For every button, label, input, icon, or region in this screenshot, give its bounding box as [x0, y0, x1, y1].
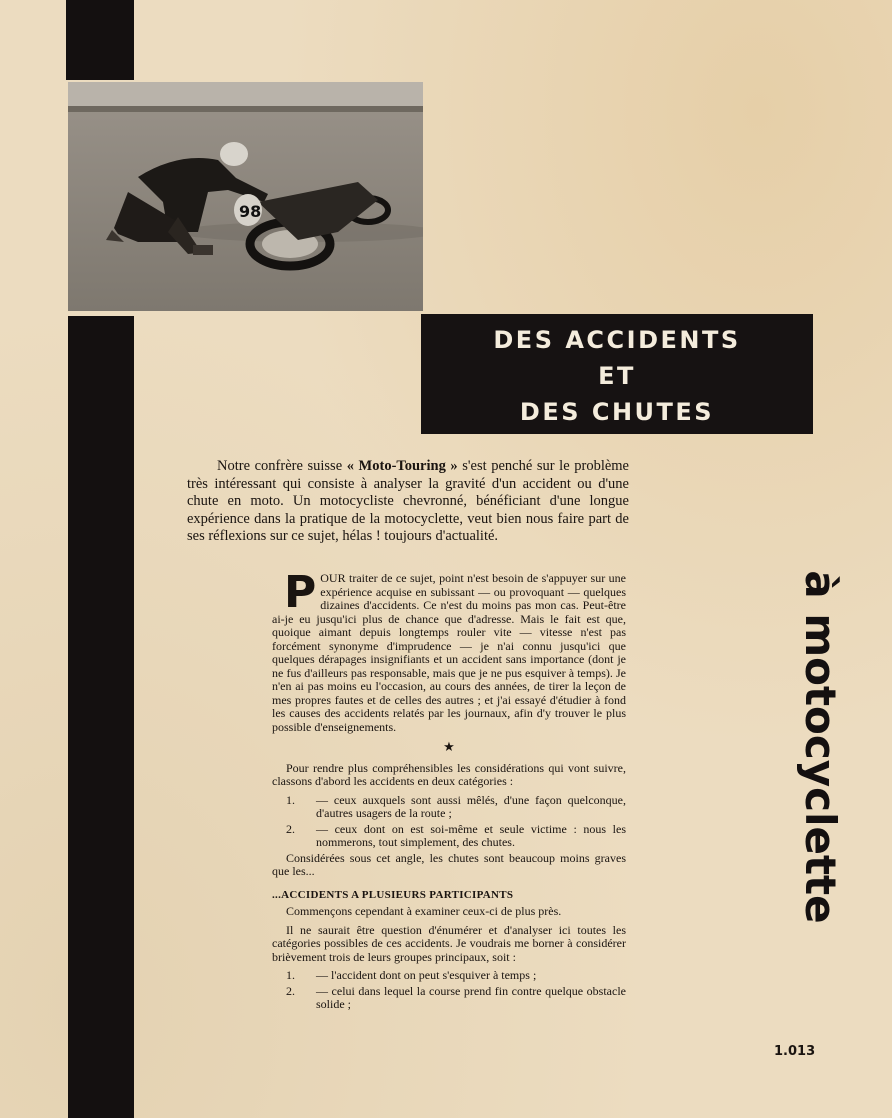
list-item [272, 985, 626, 1012]
article-body [272, 567, 626, 1014]
paragraph-4: Commençons cependant à examiner ceux-ci de plus près. [286, 904, 562, 918]
article-title [421, 314, 813, 434]
left-black-bar [68, 316, 134, 1118]
intro-part2: s'est penché sur le problème très intéressant qui consiste à analyser la gravité d'un accident ou d'une chute en moto. Un motocycliste chevronné, bénéficiant d'une longue expérience dans la pratique de la motocyclette, veut bien nous faire part de ses réflexions sur ce sujet, hélas ! toujours d'actualité. [187, 458, 629, 544]
list-number: 2. [286, 821, 295, 836]
paragraph-3: Considérées sous cet angle, les chutes sont beaucoup moins graves que les... [272, 850, 626, 878]
vertical-subtitle: à motocyclette [796, 570, 845, 924]
page-number: 1.013 [774, 1044, 816, 1059]
list-number: 1. [286, 792, 295, 807]
list-text: — ceux auxquels sont aussi mêlés, d'une façon quelconque, d'autres usagers de la route ; [316, 792, 626, 820]
top-black-bar [66, 0, 134, 80]
title-line-3: DES CHUTES [519, 398, 715, 426]
list-number: 1. [286, 968, 295, 982]
list-item [272, 794, 626, 821]
paragraph-5: Il ne saurait être question d'énumérer et d'analyser ici toutes les catégories possibles de ces accidents. Je voudrais me borner à considérer brièvement trois de leurs groupes principaux, soit : [272, 922, 626, 964]
title-line-1: DES ACCIDENTS [493, 326, 741, 354]
title-line-2: ET [598, 362, 636, 390]
magazine-name: « Moto-Touring » [346, 458, 458, 474]
section-star: ★ [443, 739, 455, 754]
svg-text:98: 98 [239, 202, 262, 221]
list-text: — ceux dont on est soi-même et seule victime : nous les nommerons, tout simplement, des chutes. [316, 821, 626, 849]
list-text: — l'accident dont on peut s'esquiver à temps ; [316, 968, 537, 982]
intro-paragraph [187, 458, 629, 546]
list-item [272, 823, 626, 850]
section-subheading: ...ACCIDENTS A PLUSIEURS PARTICIPANTS [272, 888, 514, 901]
intro-part1: Notre confrère suisse [217, 458, 347, 474]
drop-cap: P [284, 567, 317, 618]
paragraph-1: OUR traiter de ce sujet, point n'est besoin de s'appuyer sur une expérience acquise en subissant — ou provoquant — quelques dizaines d'accidents. Ce n'est du moins pas mon cas. Peut-être ai-je eu jusqu'ici plus de chance que d'adresse. Mais le fait est que, quoique aimant depuis longtemps rouler vite — vitesse n'est pas forcément synonyme d'imprudence — je n'ai connu jusqu'ici que quelques dérapages insignifiants et un accident sans importance (dont je ne fus d'ailleurs pas responsable, mais que je ne pus esquiver à temps). Je n'en ai pas moins eu l'occasion, au cours des années, de tirer la leçon de mes propres fautes et de celles des autres ; et j'ai essayé d'étudier à fond les causes des accidents relatés par les journaux, afin d'y trouver le plus possible d'enseignements. [272, 571, 626, 734]
list-number: 2. [286, 983, 295, 998]
list-text: — celui dans lequel la course prend fin contre quelque obstacle solide ; [316, 983, 626, 1011]
list-item [272, 969, 626, 983]
paragraph-2: Pour rendre plus compréhensibles les considérations qui vont suivre, classons d'abord les accidents en deux catégories : [272, 760, 626, 788]
motorcycle-crash-photo [68, 82, 423, 311]
